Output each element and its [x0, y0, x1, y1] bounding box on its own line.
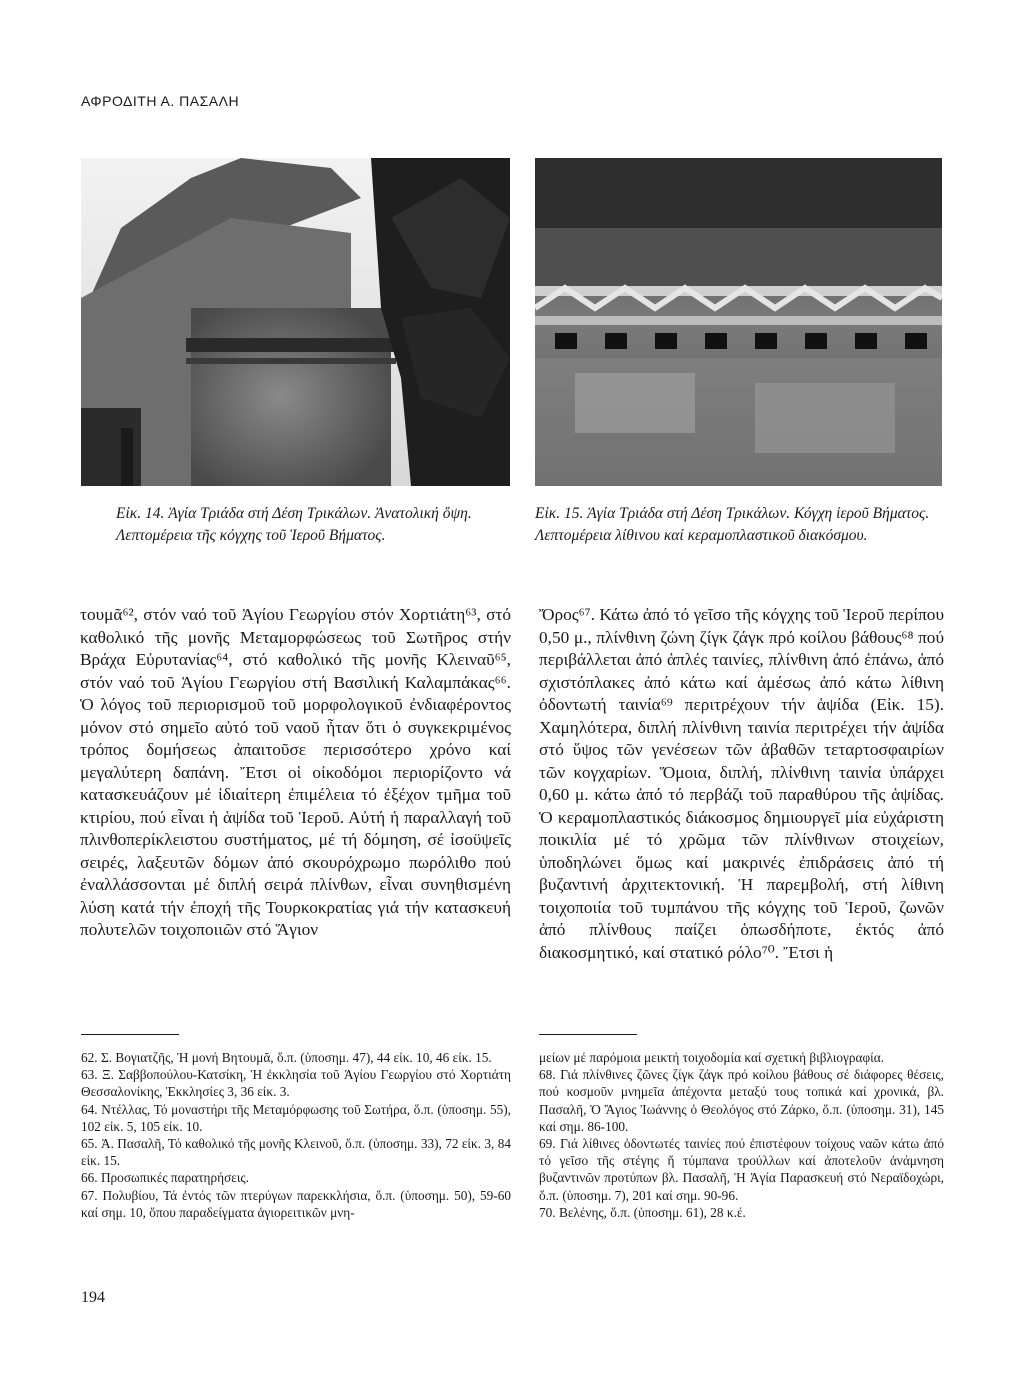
running-header: ΑΦΡΟΔΙΤΗ Α. ΠΑΣΑΛΗ [81, 93, 240, 109]
footnote: 67. Πολυβίου, Τά ἐντός τῶν πτερύγων παρεκκλήσια, ὅ.π. (ὑποσημ. 50), 59-60 καί σημ. 10, ὅπου παραδείγματα ἁγιορειτικῶν μνη- [81, 1187, 511, 1220]
footnote: 66. Προσωπικές παρατηρήσεις. [81, 1170, 250, 1186]
body-column-left [80, 604, 511, 942]
footnote: 62. Σ. Βογιατζῆς, Ἡ μονή Βητουμᾶ, ὅ.π. (ὑποσημ. 47), 44 εἰκ. 10, 46 εἰκ. 15. [81, 1050, 492, 1065]
footnote: 65. Ἀ. Πασαλῆ, Τό καθολικό τῆς μονῆς Κλεινοῦ, ὅ.π. (ὑποσημ. 33), 72 εἰκ. 3, 84 εἰκ. 15. [81, 1136, 511, 1169]
page-number: 194 [81, 1289, 105, 1306]
footnote: 69. Γιά λίθινες ὀδοντωτές ταινίες πού ἐπιστέφουν τοίχους ναῶν κάτω ἀπό τό γεῖσο τῆς στέγης ἤ τύμπανα τρούλλων καί ἀποτελοῦν ἀνάμνηση βυζαντινῶν προτύπων βλ. Πασαλῆ, Ἡ Ἁγία Παρασκευή στό Νεραϊδοχώρι, ὅ.π. (ὑποσημ. 7), 201 καί σημ. 90-96. [539, 1136, 944, 1203]
footnote: 64. Ντέλλας, Τό μοναστήρι τῆς Μεταμόρφωσης τοῦ Σωτήρα, ὅ.π. (ὑποσημ. 55), 102 εἰκ. 5, 105 εἰκ. 10. [81, 1101, 511, 1134]
footnote-divider [81, 1034, 179, 1035]
footnote: 70. Βελένης, ὅ.π. (ὑποσημ. 61), 28 κ.έ. [539, 1204, 746, 1220]
footnotes-right [539, 1049, 944, 1221]
body-paragraph: τουμᾶ⁶², στόν ναό τοῦ Ἁγίου Γεωργίου στόν Χορτιάτη⁶³, στό καθολικό τῆς μονῆς Μεταμορφώσεως τοῦ Σωτῆρος στήν Βράχα Εὐρυτανίας⁶⁴, στό καθολικό τῆς μονῆς Κλειναῦ⁶⁵, στόν ναό τοῦ Ἁγίου Γεωργίου στή Βασιλική Καλαμπάκας⁶⁶. Ὁ λόγος τοῦ περιορισμοῦ τοῦ μορφολογικοῦ ἐνδιαφέροντος μόνον στό σημεῖο αὐτό τοῦ ναοῦ ἦταν ὅτι ὁ συγκεκριμένος τρόπος δομήσεως ἀπαιτοῦσε περισσότερο χρόνο καί μεγαλύτερη δαπάνη. Ἔτσι οἱ οἰκοδόμοι περιορίζοντο νά κατασκευάζουν μέ ἰδιαίτερη ἐπιμέλεια τό ἐξέχον τμῆμα τοῦ κτιρίου, πού εἶναι ἡ ἁψίδα τοῦ Ἱεροῦ. Αὐτή ἡ παραλλαγή τοῦ πλινθοπερίκλειστου συστήματος, μέ τή δόμηση, σέ ἰσοϋψεῖς σειρές, λαξευτῶν δόμων ἀπό σκουρόχρωμο πωρόλιθο πού ἐναλλάσσονται μέ διπλή σειρά πλίνθων, εἶναι συνηθισμένη λύση κατά τήν ἐποχή τῆς Τουρκοκρατίας γιά τήν κατασκευή πολυτελῶν τοιχοποιιῶν στό Ἅγιον [80, 605, 511, 939]
figure-15-caption: Εἰκ. 15. Ἁγία Τριάδα στή Δέση Τρικάλων. Κόγχη ἱεροῦ Βήματος. Λεπτομέρεια λίθινου καί κεραμοπλαστικοῦ διακόσμου. [535, 505, 930, 544]
figure-14-caption: Εἰκ. 14. Ἁγία Τριάδα στή Δέση Τρικάλων. Ἀνατολική ὄψη. Λεπτομέρεια τῆς κόγχης τοῦ Ἱεροῦ Βήματος. [116, 505, 472, 544]
footnote: μείων μέ παρόμοια μεικτή τοιχοδομία καί σχετική βιβλιογραφία. [539, 1050, 885, 1065]
body-paragraph: Ὄρος⁶⁷. Κάτω ἀπό τό γεῖσο τῆς κόγχης τοῦ Ἱεροῦ περίπου 0,50 μ., πλίνθινη ζώνη ζίγκ ζάγκ πρό κοίλου βάθους⁶⁸ πού περιβάλλεται ἀπό ἁπλές ταινίες, πλίνθινη ἀπό ἐπάνω, ἀπό σχιστόπλακες ἀπό κάτω καί ἀμέσως ἀπό κάτω λίθινη ὀδοντωτή ταινία⁶⁹ περιτρέχουν τήν ἁψίδα (Εἰκ. 15). Χαμηλότερα, διπλή πλίνθινη ταινία περιτρέχει τήν ἁψίδα στό ὕψος τῶν γενέσεων τῶν ἀβαθῶν τεταρτοσφαιρίων τῶν κογχαρίων. Ὅμοια, διπλή, πλίνθινη ταινία ὑπάρχει 0,60 μ. κάτω ἀπό τό περβάζι τοῦ παραθύρου τῆς ἁψίδας. Ὁ κεραμοπλαστικός διάκοσμος δημιουργεῖ μία εὐχάριστη ποικιλία μέ τό χρῶμα τῶν πλίνθινων στοιχείων, ὑποδηλώνει ὅμως καί μακρινές ἐπιδράσεις ἀπό τή βυζαντινή ἀρχιτεκτονική. Ἡ παρεμβολή, στή λίθινη τοιχοποιία τοῦ τυμπάνου τῆς κόγχης τοῦ Ἱεροῦ, ζωνῶν ἀπό πλίνθους παίζει ὁπωσδήποτε, ἐκτός ἀπό διακοσμητικό, καί στατικό ρόλο⁷⁰. Ἔτσι ἡ [539, 605, 944, 962]
footnote: 68. Γιά πλίνθινες ζῶνες ζίγκ ζάγκ πρό κοίλου βάθους σέ διάφορες θέσεις, πού κοσμοῦν μνημεῖα ἀπέχοντα μεταξύ τους τοπικά καί χρονικά, βλ. Πασαλῆ, Ὁ Ἅγιος Ἰωάννης ὁ Θεολόγος στό Ζάρκο, ὅ.π. (ὑποσημ. 31), 145 καί σημ. 86-100. [539, 1067, 944, 1134]
body-column-right [539, 604, 944, 964]
footnotes-left [81, 1049, 511, 1221]
figure-15-photo [535, 158, 942, 486]
figure-14-photo [81, 158, 510, 486]
footnote: 63. Ξ. Σαββοπούλου-Κατσίκη, Ἡ ἐκκλησία τοῦ Ἁγίου Γεωργίου στό Χορτιάτη Θεσσαλονίκης, Ἐκκλησίες 3, 36 εἰκ. 3. [81, 1067, 511, 1100]
footnote-divider [539, 1034, 637, 1035]
